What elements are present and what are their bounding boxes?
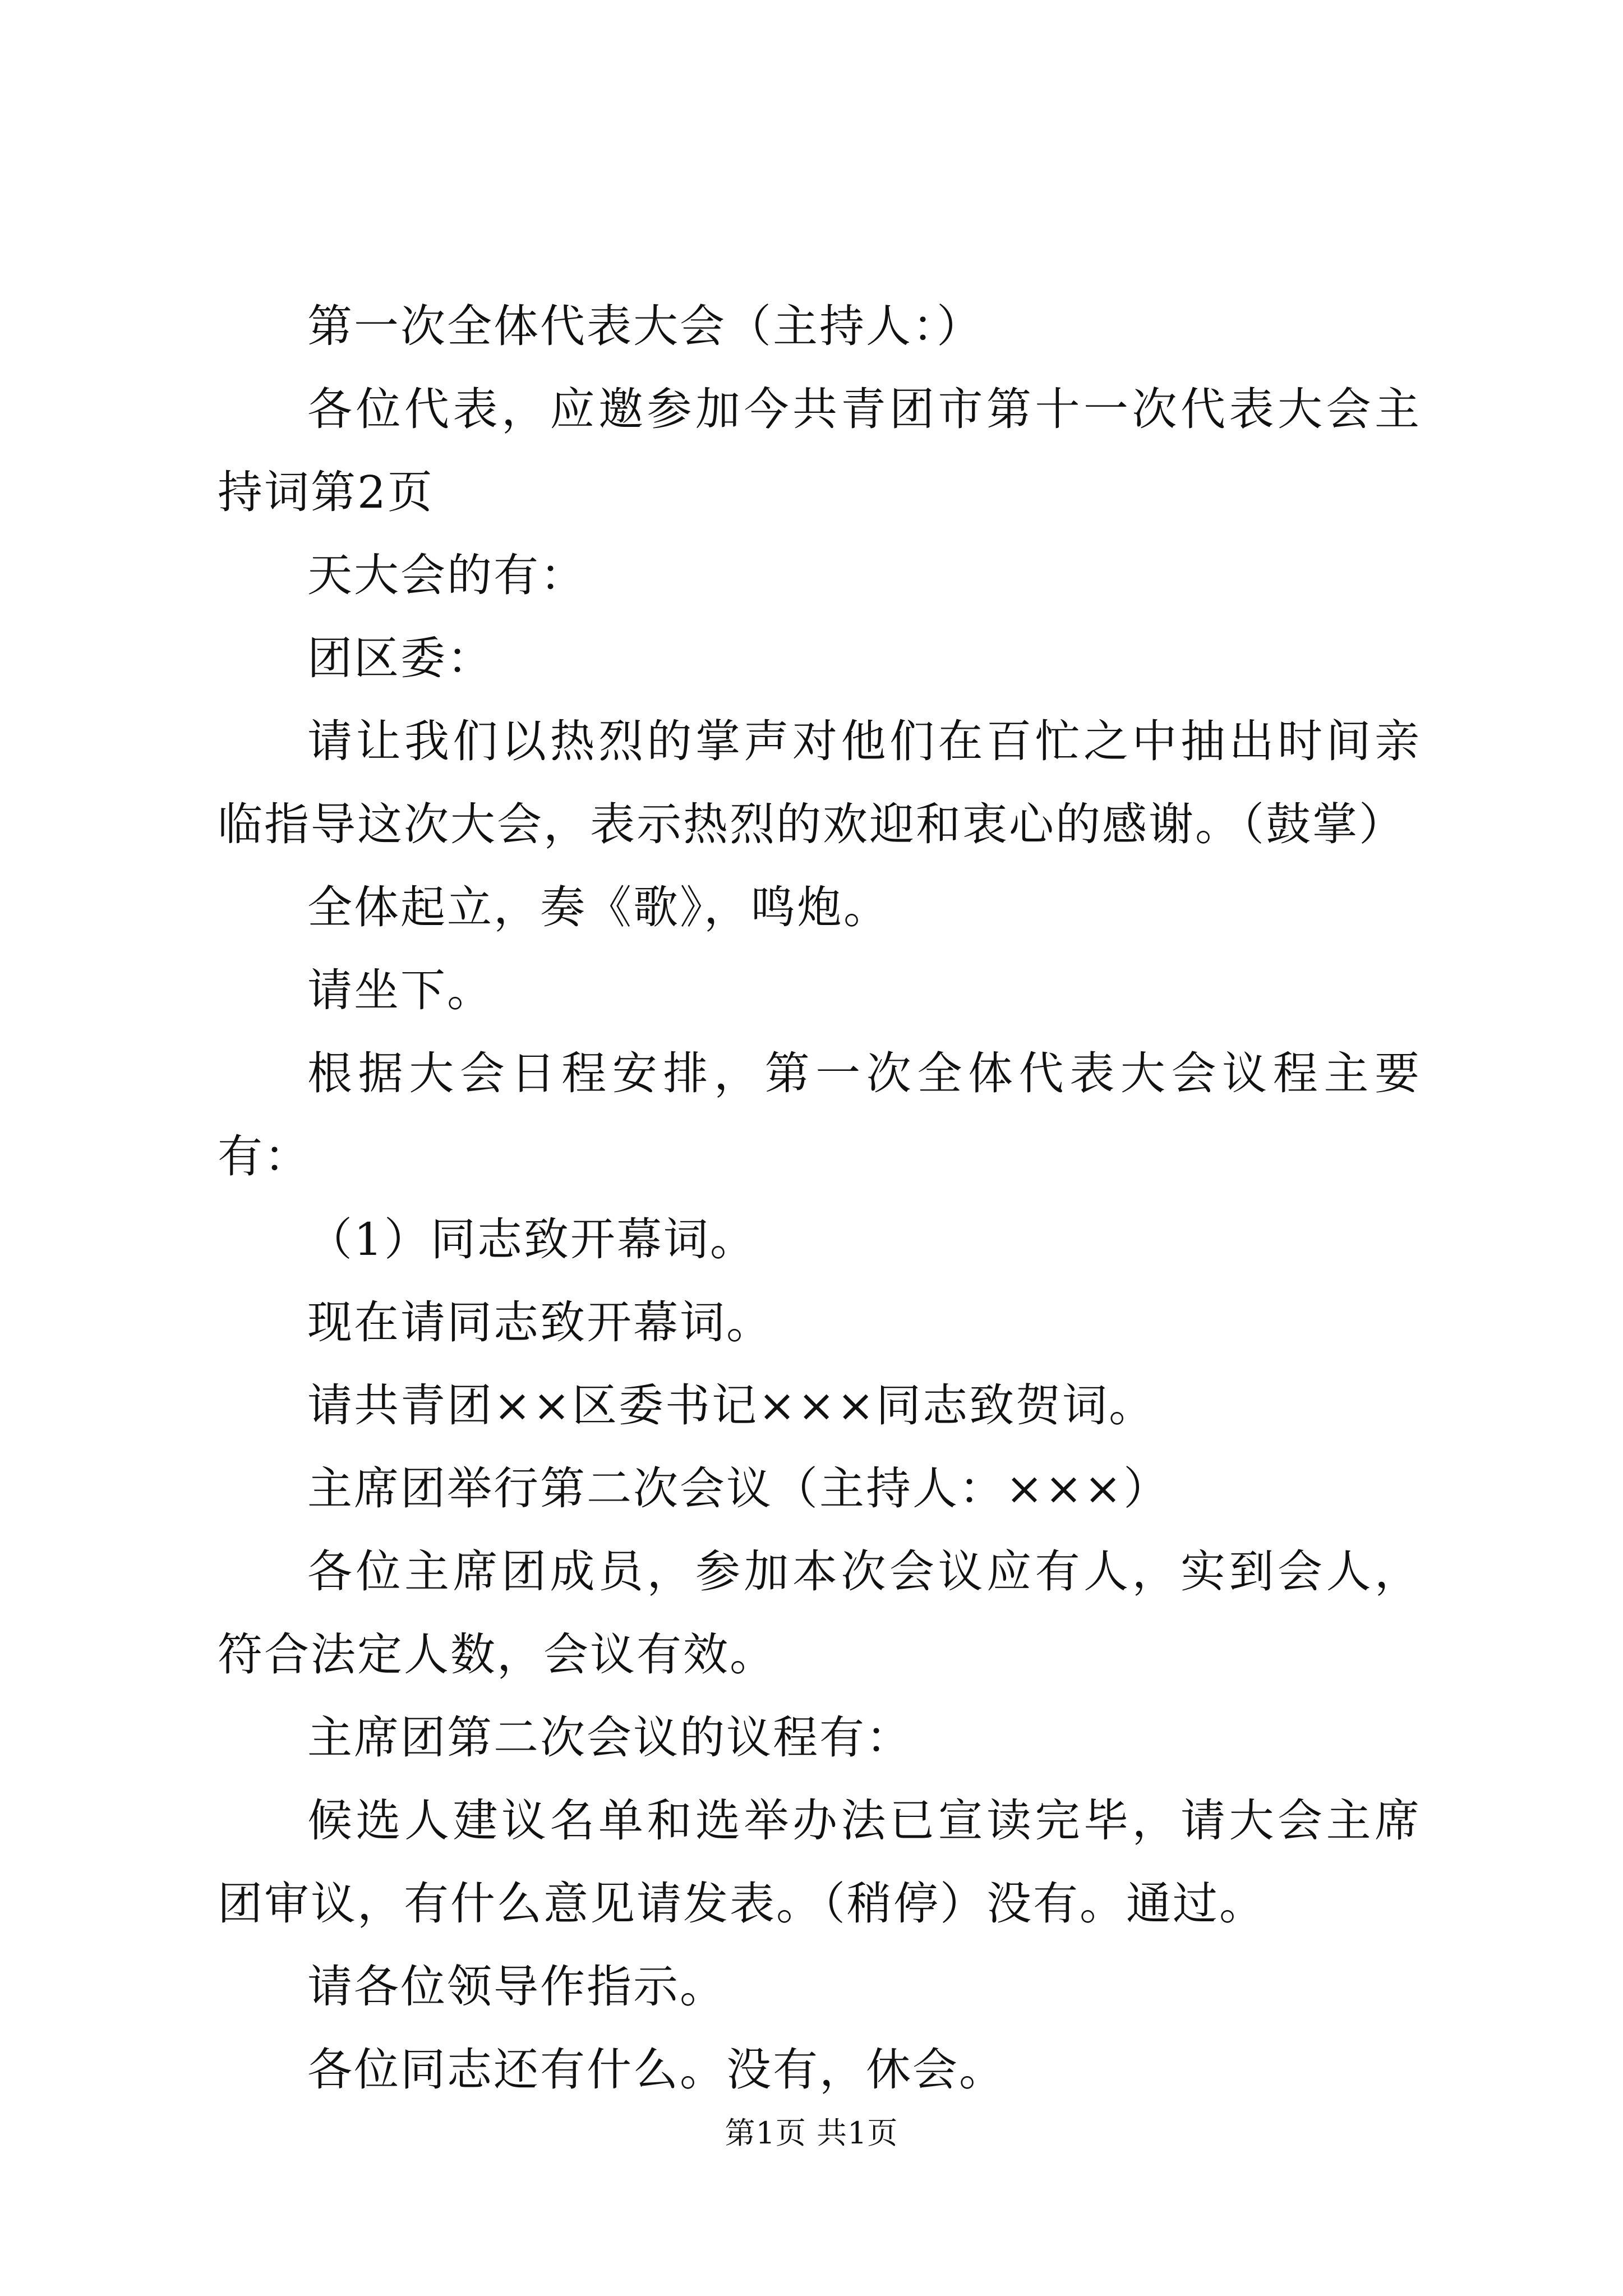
- paragraph-welcome-applause: 请让我们以热烈的掌声对他们在百忙之中抽出时间亲临指导这次大会，表示热烈的欢迎和衷心的感谢。（鼓掌）: [218, 715, 1421, 850]
- paragraph-presidium-second-meeting: 主席团举行第二次会议（主持人：×××）: [307, 1462, 1170, 1515]
- page-footer: [0, 2114, 1623, 2153]
- paragraph-attendees: 天大会的有：: [307, 549, 587, 601]
- paragraph-candidate-list: 候选人建议名单和选举办法已宣读完毕，请大会主席团审议，有什么意见请发表。（稍停）没有。通过。: [218, 1795, 1421, 1930]
- paragraph-adjourn: 各位同志还有什么。没有，休会。: [307, 2044, 1006, 2096]
- paragraph-agenda-intro: 根据大会日程安排，第一次全体代表大会议程主要有：: [218, 1047, 1421, 1182]
- paragraph-anthem: 全体起立，奏《歌》，鸣炮。: [307, 881, 890, 933]
- page-number-label: 第1页 共1页: [725, 2115, 898, 2151]
- document-body: [218, 285, 1421, 2111]
- paragraph-quorum: 各位主席团成员，参加本次会议应有人，实到会人，符合法定人数，会议有效。: [218, 1545, 1421, 1681]
- paragraph-presidium-agenda: 主席团第二次会议的议程有：: [307, 1711, 912, 1764]
- paragraph-congratulatory-speech: 请共青团××区委书记×××同志致贺词。: [307, 1379, 1156, 1432]
- paragraph-opening-session-title: 第一次全体代表大会（主持人：）: [307, 300, 983, 352]
- paragraph-agenda-item-1: （1）同志致开幕词。: [307, 1213, 757, 1266]
- paragraph-invitation: 各位代表，应邀参加今共青团市第十一次代表大会主持词第2页: [218, 383, 1421, 518]
- paragraph-leader-instructions: 请各位领导作指示。: [307, 1961, 726, 2013]
- paragraph-please-sit: 请坐下。: [307, 964, 494, 1016]
- paragraph-district-committee: 团区委：: [307, 632, 494, 684]
- paragraph-opening-speech: 现在请同志致开幕词。: [307, 1296, 773, 1349]
